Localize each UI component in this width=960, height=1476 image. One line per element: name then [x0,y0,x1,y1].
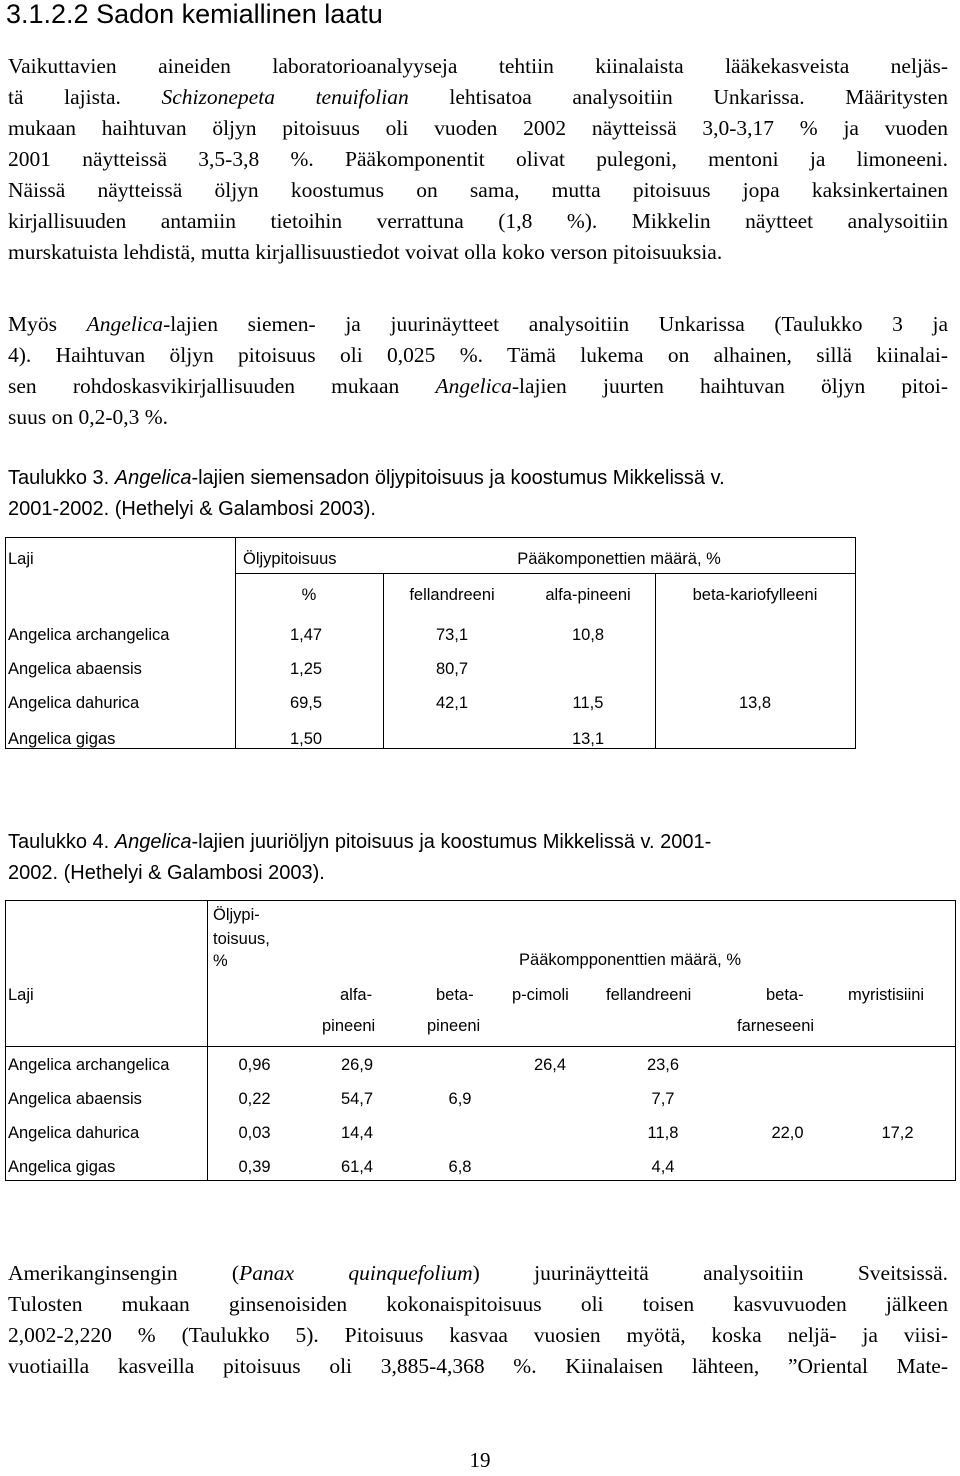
alfa-pineeni-cell: 61,4 [340,1158,374,1176]
table-rule [5,1180,955,1181]
beta-pineeni-cell: 6,9 [448,1090,472,1108]
column-header-oil: Öljypitoisuus [243,550,337,568]
column-header-main-components: Pääkompponenttien määrä, % [519,951,741,969]
paragraph-line: 2001 näytteissä 3,5-3,8 %. Pääkomponentit olivat pulegoni, mentoni ja limoneeni. [8,147,948,171]
fellandreeni-cell: 23,6 [646,1056,680,1074]
myristisiini-cell: 17,2 [881,1124,914,1142]
paragraph-line: Vaikuttavien aineiden laboratorioanalyyseja tehtiin kiinalaista lääkekasveista neljäs- [8,54,948,78]
column-header-laji: Laji [8,986,34,1004]
oil-cell: 1,25 [289,660,323,678]
table-rule [5,537,6,749]
paragraph-line: Tulosten mukaan ginsenoisiden kokonaispitoisuus oli toisen kasvuvuoden jälkeen [8,1292,948,1316]
paragraph-1 [8,51,948,268]
paragraph-line: Amerikanginsengin (Panax quinquefolium) juurinäytteitä analysoitiin Sveitsissä. [8,1261,949,1285]
oil-cell: 1,50 [289,730,323,748]
paragraph-line: Myös Angelica-lajien siemen- ja juurinäytteet analysoitiin Unkarissa (Taulukko 3 ja [8,312,948,336]
species-cell: Angelica abaensis [8,1090,142,1108]
genus-name: Angelica [86,312,164,336]
table-rule [5,900,6,1181]
column-header-oil: toisuus, [213,930,270,948]
fellandreeni-cell: 42,1 [435,694,469,712]
alfa-pineeni-cell: 11,5 [572,694,604,712]
species-cell: Angelica gigas [8,1158,116,1176]
oil-cell: 0,03 [238,1124,271,1142]
column-header-fellandreeni: fellandreeni [409,586,495,604]
paragraph-line: sen rohdoskasvikirjallisuuden mukaan Angelica-lajien juurten haihtuvan öljyn pitoi- [8,374,949,398]
paragraph-3 [8,1258,948,1382]
species-cell: Angelica dahurica [8,694,140,712]
paragraph-line: 2,002-2,220 % (Taulukko 5). Pitoisuus kasvaa vuosien myötä, koska neljä- ja viisi- [8,1323,948,1347]
paragraph-line: 4). Haihtuvan öljyn pitoisuus oli 0,025 %. Tämä lukema on alhainen, sillä kiinalai- [8,343,948,367]
fellandreeni-cell: 80,7 [435,660,469,678]
alfa-pineeni-cell: 13,1 [571,730,605,748]
oil-cell: 0,39 [238,1158,271,1176]
table-3-caption: Taulukko 3. Angelica-lajien siemensadon öljypitoisuus ja koostumus Mikkelissä v. 2001-2002. (Hethelyi & Galambosi 2003). [8,467,725,520]
alfa-pineeni-cell: 14,4 [340,1124,374,1142]
table-rule [5,537,855,538]
column-header-beta-pineeni: beta- [436,986,474,1004]
alfa-pineeni-cell: 54,7 [340,1090,374,1108]
fellandreeni-cell: 11,8 [647,1124,679,1142]
column-header-myristisiini: myristisiini [848,986,925,1004]
paragraph-line: vuotiailla kasveilla pitoisuus oli 3,885-4,368 %. Kiinalaisen lähteen, ”Oriental Mate- [8,1354,948,1378]
beta-pineeni-cell: 6,8 [448,1158,472,1176]
table-rule [235,573,855,574]
fellandreeni-cell: 7,7 [651,1090,675,1108]
column-header-beta-kariofylleeni: beta-kariofylleeni [692,586,818,604]
paragraph-line: murskatuista lehdistä, mutta kirjallisuustiedot voivat olla koko verson pitoisuuksia. [8,240,723,264]
paragraph-line: mukaan haihtuvan öljyn pitoisuus oli vuoden 2002 näytteissä 3,0-3,17 % ja vuoden [8,116,948,140]
column-header-p-cimoli: p-cimoli [512,986,569,1004]
column-header-beta-farneseeni: farneseeni [737,1017,815,1035]
column-header-percent: % [301,586,317,604]
species-cell: Angelica gigas [8,730,116,748]
table-rule [955,900,956,1181]
paragraph-line: suus on 0,2-0,3 %. [8,405,169,429]
column-header-beta-farneseeni: beta- [766,986,804,1004]
page-number: 19 [469,1448,491,1472]
species-cell: Angelica dahurica [8,1124,140,1142]
table-rule [5,1046,955,1047]
p-cimoli-cell: 26,4 [533,1056,567,1074]
column-header-laji: Laji [8,550,34,568]
column-header-alfa-pineeni: alfa- [340,986,373,1004]
species-cell: Angelica abaensis [8,660,142,678]
paragraph-2 [8,309,948,433]
paragraph-line: Näissä näytteissä öljyn koostumus on sama, mutta pitoisuus jopa kaksinkertainen [8,178,948,202]
column-header-fellandreeni: fellandreeni [606,986,692,1004]
fellandreeni-cell: 4,4 [651,1158,675,1176]
species-cell: Angelica archangelica [8,1056,170,1074]
genus-name: Angelica [114,831,192,853]
oil-cell: 1,47 [289,626,323,644]
column-header-beta-pineeni: pineeni [427,1017,481,1035]
species-cell: Angelica archangelica [8,626,170,644]
beta-kariofylleeni-cell: 13,8 [738,694,772,712]
beta-farneseeni-cell: 22,0 [771,1124,804,1142]
alfa-pineeni-cell: 10,8 [571,626,605,644]
section-heading: 3.1.2.2 Sadon kemiallinen laatu [6,0,383,29]
paragraph-line: tä lajista. Schizonepeta tenuifolian lehtisatoa analysoitiin Unkarissa. Määritysten [8,85,948,109]
column-header-alfa-pineeni: alfa-pineeni [545,586,631,604]
species-name: Schizonepeta tenuifolian [161,85,409,109]
table-4-caption: Taulukko 4. Angelica-lajien juuriöljyn pitoisuus ja koostumus Mikkelissä v. 2001- 2002. (Hethelyi & Galambosi 2003). [8,831,712,884]
column-header-alfa-pineeni: pineeni [322,1017,376,1035]
table-rule [855,537,856,749]
alfa-pineeni-cell: 26,9 [340,1056,374,1074]
table-rule [5,748,855,749]
oil-cell: 69,5 [289,694,323,712]
column-header-oil: Öljypi- [213,906,260,924]
genus-name: Angelica [435,374,512,398]
genus-name: Angelica [114,467,192,489]
oil-cell: 0,22 [238,1090,271,1108]
table-rule [5,900,955,901]
fellandreeni-cell: 73,1 [435,626,469,644]
column-header-oil: % [213,952,228,970]
species-name: Panax quinquefolium [239,1261,473,1285]
oil-cell: 0,96 [238,1056,271,1074]
paragraph-line: kirjallisuuden antamiin tietoihin verrattuna (1,8 %). Mikkelin näytteet analysoitiin [8,209,948,233]
column-header-main-components: Pääkomponettien määrä, % [517,550,721,568]
